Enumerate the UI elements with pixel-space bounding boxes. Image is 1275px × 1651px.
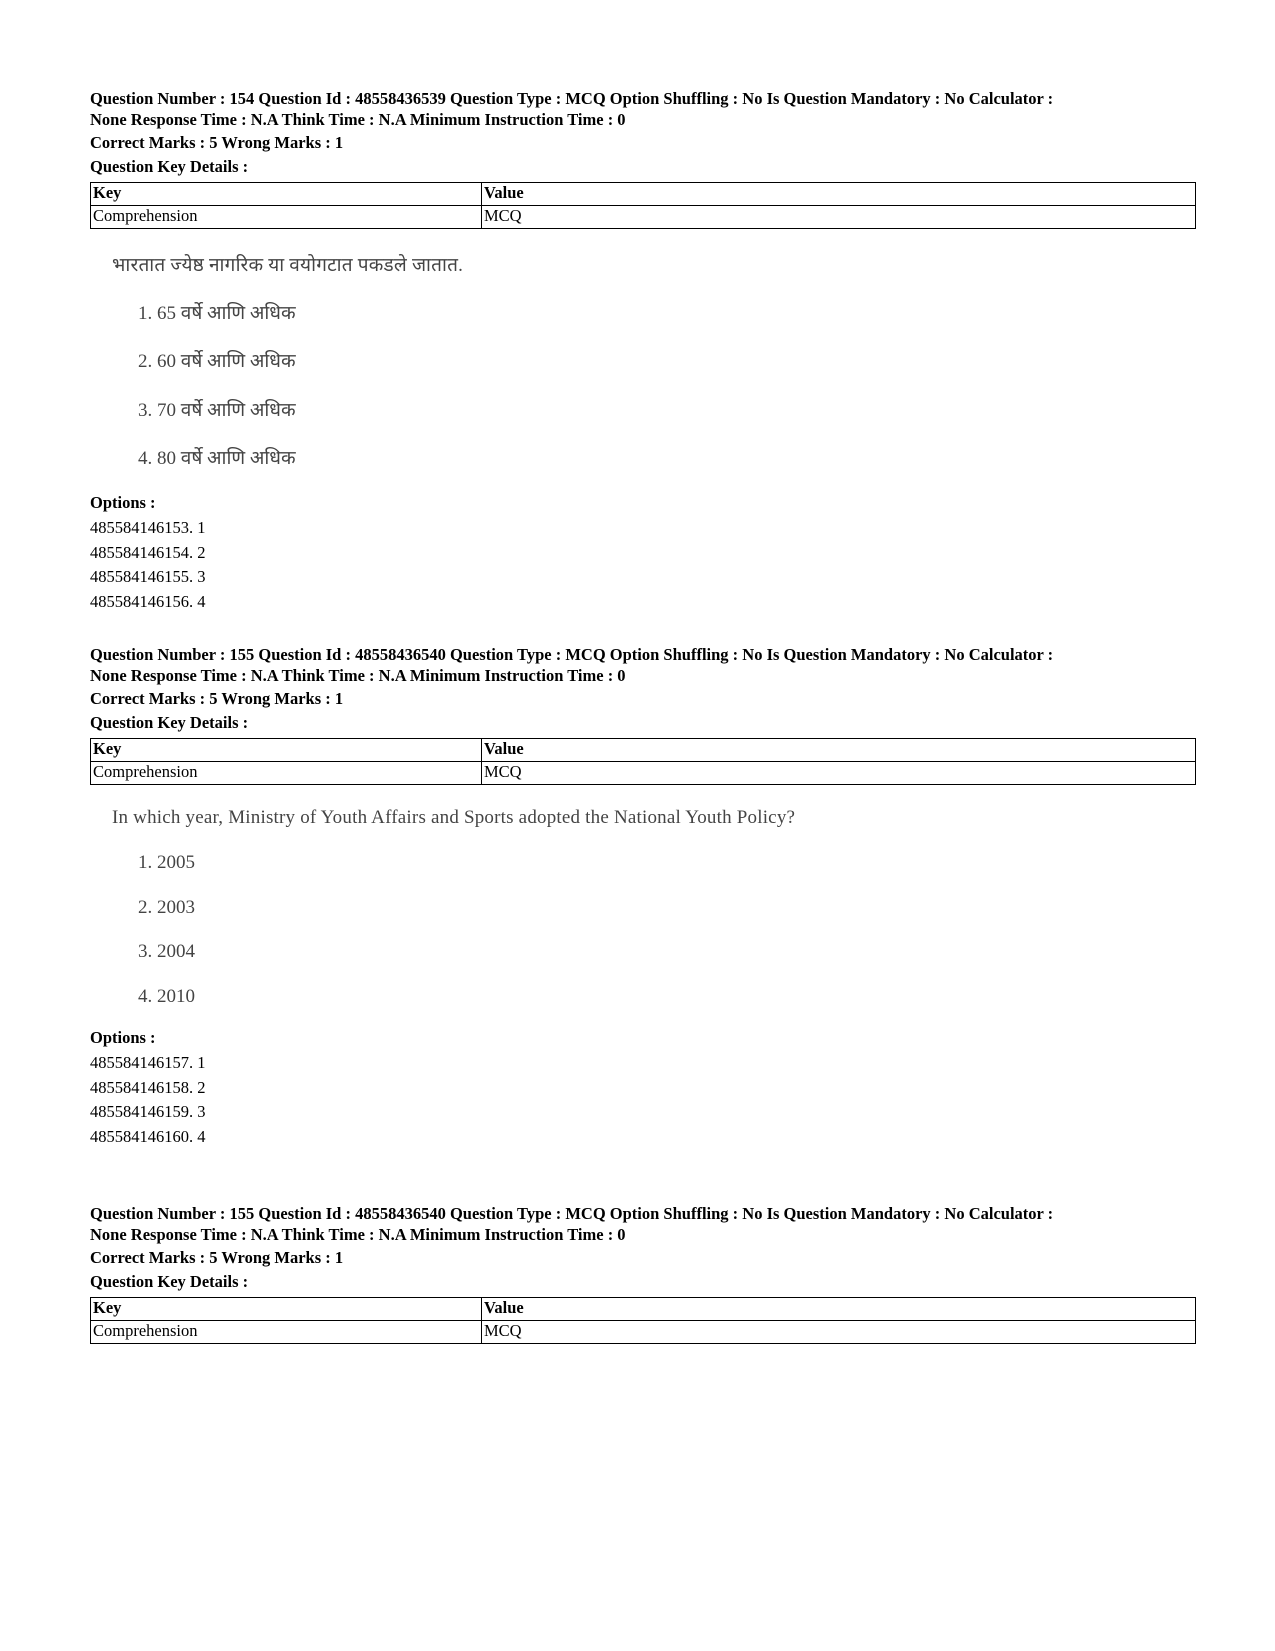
choice-2: 2. 60 वर्षे आणि अधिक [138,351,296,372]
table-header-value: Value [482,739,1196,762]
table-cell-value: MCQ [482,206,1196,229]
table-header-row [91,739,1196,762]
option-item: 485584146154. 2 [90,542,206,562]
key-details-label: Question Key Details : [90,1272,249,1291]
table-header-key: Key [91,739,482,762]
question-block-155-repeat [90,1203,1196,1344]
table-header-row [91,183,1196,206]
question-meta-line-2: None Response Time : N.A Think Time : N.A Minimum Instruction Time : 0 [90,666,626,685]
choice-4: 4. 80 वर्षे आणि अधिक [138,448,296,469]
marks-line: Correct Marks : 5 Wrong Marks : 1 [90,689,344,708]
choice-4: 4. 2010 [138,986,195,1007]
choice-1: 1. 2005 [138,852,195,873]
option-item: 485584146157. 1 [90,1053,206,1072]
key-details-table [90,182,1196,229]
table-cell-key: Comprehension [91,762,482,785]
table-header-key: Key [91,183,482,206]
marks-line: Correct Marks : 5 Wrong Marks : 1 [90,133,344,152]
table-header-row [91,1298,1196,1321]
options-label: Options : [90,493,156,512]
table-cell-key: Comprehension [91,1321,482,1344]
options-list [90,1051,1196,1150]
question-block-155 [90,644,1196,1150]
question-meta-line-1: Question Number : 155 Question Id : 48558436540 Question Type : MCQ Option Shuffling : No Is Question Mandatory : No Calculator : [90,645,1054,664]
option-item: 485584146155. 3 [90,567,206,587]
marks-line: Correct Marks : 5 Wrong Marks : 1 [90,1248,344,1267]
key-details-table [90,738,1196,785]
table-header-value: Value [482,183,1196,206]
question-meta [90,1203,1196,1245]
option-item: 485584146158. 2 [90,1077,206,1097]
table-row [91,762,1196,785]
question-meta-line-1: Question Number : 155 Question Id : 48558436540 Question Type : MCQ Option Shuffling : No Is Question Mandatory : No Calculator : [90,1204,1054,1223]
choice-3: 3. 70 वर्षे आणि अधिक [138,400,296,421]
question-meta [90,88,1196,130]
question-meta-line-2: None Response Time : N.A Think Time : N.A Minimum Instruction Time : 0 [90,110,626,129]
question-stem: In which year, Ministry of Youth Affairs and Sports adopted the National Youth Policy? [112,807,796,828]
key-details-label: Question Key Details : [90,157,249,176]
options-list [90,516,1196,615]
question-block-154 [90,88,1196,615]
question-meta-line-1: Question Number : 154 Question Id : 48558436539 Question Type : MCQ Option Shuffling : No Is Question Mandatory : No Calculator : [90,89,1054,108]
table-header-key: Key [91,1298,482,1321]
option-item: 485584146156. 4 [90,592,206,612]
table-cell-value: MCQ [482,1321,1196,1344]
choice-3: 3. 2004 [138,941,195,962]
table-row [91,1321,1196,1344]
option-item: 485584146159. 3 [90,1102,206,1122]
question-image [112,807,1196,1008]
table-row [91,206,1196,229]
question-stem: भारतात ज्येष्ठ नागरिक या वयोगटात पकडले जातात. [112,255,464,276]
table-cell-value: MCQ [482,762,1196,785]
question-meta [90,644,1196,686]
choice-1: 1. 65 वर्षे आणि अधिक [138,303,296,324]
question-meta-line-2: None Response Time : N.A Think Time : N.A Minimum Instruction Time : 0 [90,1225,626,1244]
option-item: 485584146160. 4 [90,1127,206,1147]
key-details-label: Question Key Details : [90,713,249,732]
option-item: 485584146153. 1 [90,518,206,537]
table-header-value: Value [482,1298,1196,1321]
key-details-table [90,1297,1196,1344]
table-cell-key: Comprehension [91,206,482,229]
options-label: Options : [90,1028,156,1047]
question-image [112,255,1196,470]
choice-2: 2. 2003 [138,897,195,918]
